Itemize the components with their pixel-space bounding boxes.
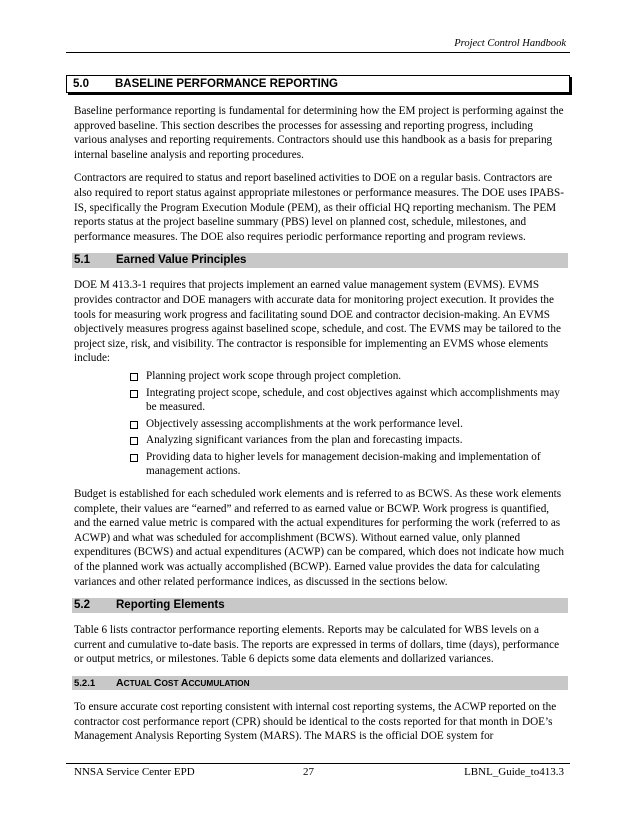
subsection-number: 5.1 <box>74 254 90 267</box>
running-header: Project Control Handbook <box>454 38 566 49</box>
checkbox-bullet-icon <box>130 437 138 445</box>
page-content <box>74 104 566 753</box>
reporting-elements-paragraph: Table 6 lists contractor performance reporting elements. Reports may be calculated for WBS levels on a current and cumulative to-date basis. The reports are expressed in terms of dollars, time (days), performance or output metrics, or milestones. Table 6 depicts some data elements and dollarized variances. <box>74 624 560 666</box>
footer-right: LBNL_Guide_to413.3 <box>464 766 564 778</box>
list-item: Planning project work scope through project completion. <box>132 369 566 384</box>
evms-elements-list <box>74 369 566 479</box>
intro-paragraph: Baseline performance reporting is fundamental for determining how the EM project is performing against the approved baseline. This section describes the processes for assessing and reporting progress, including various analyses and reporting requirements. Contractors should use this handbook as a basis for preparing internal baseline analysis and reporting procedures. <box>74 105 564 161</box>
checkbox-bullet-icon <box>130 454 138 462</box>
intro-paragraph: Contractors are required to status and report baselined activities to DOE on a regular basis. Contractors are also required to report status against appropriate milestones or performance measures. The DOE uses IPABS-IS, specifically the Program Execution Module (PEM), as their official HQ reporting mechanism. The PEM reports status at the project baseline summary (PBS) level on planned cost, schedule, milestones, and performance measures. The DOE also requires periodic performance reporting and program reviews. <box>74 172 564 243</box>
checkbox-bullet-icon <box>130 373 138 381</box>
header-rule <box>66 52 570 53</box>
actual-cost-paragraph: To ensure accurate cost reporting consistent with internal cost reporting systems, the ACWP reported on the contractor cost performance report (CPR) should be identical to the costs reported for that month in DOE’s Management Analysis Reporting System (MARS). The MARS is the official DOE system for <box>74 701 557 743</box>
evms-paragraph: DOE M 413.3-1 requires that projects implement an earned value management system (EVMS). EVMS provides contractor and DOE managers with accurate data for monitoring project execution. It provides the tools for measuring work progress and facilitating sound DOE and contractor decision-making. An EVMS objectively measures progress against baselined scope, schedule, and cost. The EVMS may be tailored to the project size, risk, and visibility. The contractor is responsible for implementing an EVMS whose elements include: <box>74 279 561 365</box>
earned-value-paragraph: Budget is established for each scheduled work elements and is referred to as BCWS. As these work elements complete, their values are “earned” and referred to as earned value or BCWP. Work progress is quantified, and the earned value metric is compared with the actual expenditures for performing the work (referred to as ACWP) and what was scheduled for accomplishment (BCWS). Without earned value, only planned expenditures (BCWS) and actual expenditures (ACWP) can be compared, which does not indicate how much of the planned work was actually accomplished (BCWP). Earned value provides the data for calculating variances and other related performance indices, as discussed in the sections below. <box>74 488 564 588</box>
subsection-title: ACTUAL COST ACCUMULATION <box>116 677 250 689</box>
section-title: BASELINE PERFORMANCE REPORTING <box>115 78 338 90</box>
subsection-number: 5.2.1 <box>74 678 96 689</box>
section-number: 5.0 <box>73 78 89 90</box>
subsection-heading-5-2 <box>72 598 568 613</box>
subsection-heading-5-2-1 <box>72 676 568 690</box>
section-heading <box>66 75 570 93</box>
subsection-heading-5-1 <box>72 253 568 268</box>
subsection-number: 5.2 <box>74 599 90 612</box>
subsection-title: Reporting Elements <box>116 599 225 612</box>
page-number: 27 <box>303 766 314 778</box>
list-item: Providing data to higher levels for management decision-making and implementation of management actions. <box>132 450 566 479</box>
list-item: Analyzing significant variances from the plan and forecasting impacts. <box>132 433 566 448</box>
list-item: Integrating project scope, schedule, and cost objectives against which accomplishments may be measured. <box>132 386 566 415</box>
checkbox-bullet-icon <box>130 421 138 429</box>
subsection-title: Earned Value Principles <box>116 254 247 267</box>
list-item: Objectively assessing accomplishments at the work performance level. <box>132 417 566 432</box>
footer-rule <box>66 763 570 764</box>
footer-left: NNSA Service Center EPD <box>74 766 195 778</box>
checkbox-bullet-icon <box>130 390 138 398</box>
